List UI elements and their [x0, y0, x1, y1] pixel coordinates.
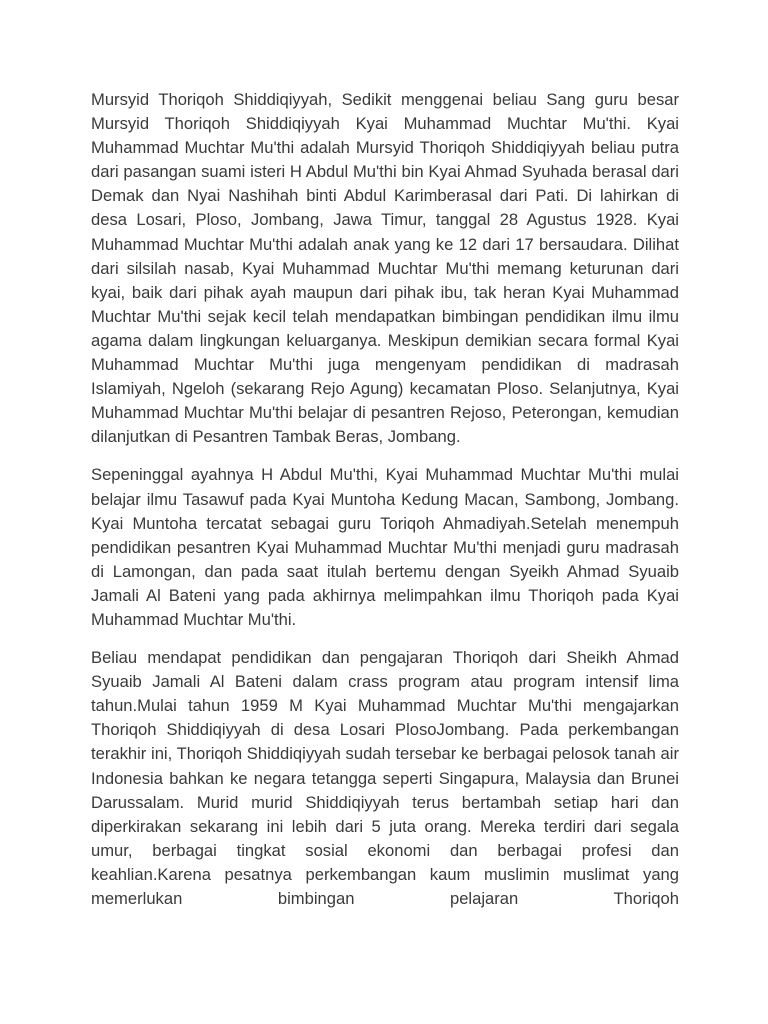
paragraph-1: Mursyid Thoriqoh Shiddiqiyyah, Sedikit menggenai beliau Sang guru besar Mursyid Thoriqoh Shiddiqiyyah Kyai Muhammad Muchtar Mu'thi. Kyai Muhammad Muchtar Mu'thi adalah Mursyid Thoriqoh Shiddiqiyyah beliau putra dari pasangan suami isteri H Abdul Mu'thi bin Kyai Ahmad Syuhada berasal dari Demak dan Nyai Nashihah binti Abdul Karimberasal dari Pati. Di lahirkan di desa Losari, Ploso, Jombang, Jawa Timur, tanggal 28 Agustus 1928. Kyai Muhammad Muchtar Mu'thi adalah anak yang ke 12 dari 17 bersaudara. Dilihat dari silsilah nasab, Kyai Muhammad Muchtar Mu'thi memang keturunan dari kyai, baik dari pihak ayah maupun dari pihak ibu, tak heran Kyai Muhammad Muchtar Mu'thi sejak kecil telah mendapatkan bimbingan pendidikan ilmu ilmu agama dalam lingkungan keluarganya. Meskipun demikian secara formal Kyai Muhammad Muchtar Mu'thi juga mengenyam pendidikan di madrasah Islamiyah, Ngeloh (sekarang Rejo Agung) kecamatan Ploso. Selanjutnya, Kyai Muhammad Muchtar Mu'thi belajar di pesantren Rejoso, Peterongan, kemudian dilanjutkan di Pesantren Tambak Beras, Jombang.	[91, 90, 679, 447]
document-page	[91, 88, 679, 925]
paragraph-2: Sepeninggal ayahnya H Abdul Mu'thi, Kyai Muhammad Muchtar Mu'thi mulai belajar ilmu Tasawuf pada Kyai Muntoha Kedung Macan, Sambong, Jombang. Kyai Muntoha tercatat sebagai guru Toriqoh Ahmadiyah.Setelah menempuh pendidikan pesantren Kyai Muhammad Muchtar Mu'thi menjadi guru madrasah di Lamongan, dan pada saat itulah bertemu dengan Syeikh Ahmad Syuaib Jamali Al Bateni yang pada akhirnya melimpahkan ilmu Thoriqoh pada Kyai Muhammad Muchtar Mu'thi.	[91, 465, 679, 629]
paragraph-3: Beliau mendapat pendidikan dan pengajaran Thoriqoh dari Sheikh Ahmad Syuaib Jamali Al Bateni dalam crass program atau program intensif lima tahun.Mulai tahun 1959 M Kyai Muhammad Muchtar Mu'thi mengajarkan Thoriqoh Shiddiqiyyah di desa Losari PlosoJombang. Pada perkembangan terakhir ini, Thoriqoh Shiddiqiyyah sudah tersebar ke berbagai pelosok tanah air Indonesia bahkan ke negara tetangga seperti Singapura, Malaysia dan Brunei Darussalam. Murid murid Shiddiqiyyah terus bertambah setiap hari dan diperkirakan sekarang ini lebih dari 5 juta orang. Mereka terdiri dari segala umur, berbagai tingkat sosial ekonomi dan berbagai profesi dan keahlian.Karena pesatnya perkembangan kaum muslimin muslimat yang memerlukan bimbingan pelajaran Thoriqoh	[91, 648, 679, 908]
